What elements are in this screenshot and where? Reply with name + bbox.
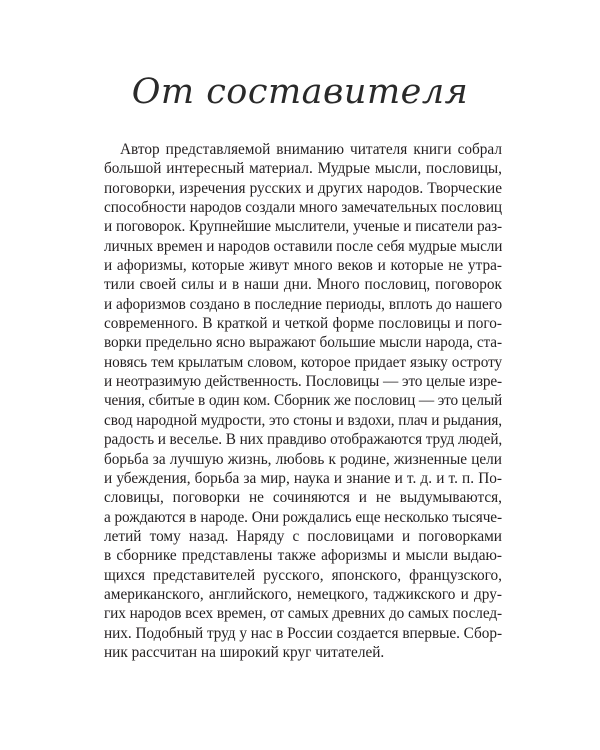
- text-line: поговорки, изречения русских и других народов. Творческие: [104, 179, 502, 197]
- text-line: тили своей силы и в наши дни. Много пословиц, поговорок: [104, 276, 502, 294]
- text-line: Автор представляемой вниманию читателя книги собрал: [120, 141, 502, 158]
- text-line: и поговорок. Крупнейшие мыслители, ученые и писатели раз-: [104, 218, 502, 236]
- text-line: летий тому назад. Наряду с пословицами и поговорками: [104, 527, 502, 545]
- page-title: От составителя: [131, 72, 469, 112]
- text-line: чения, сбитые в один ком. Сборник же пословиц — это целый: [104, 392, 502, 410]
- text-line: ворки предельно ясно выражают большие мысли народа, ста-: [104, 334, 502, 352]
- text-line: а рождаются в народе. Они рождались еще несколько тысяче-: [104, 508, 502, 526]
- text-line: борьба за лучшую жизнь, любовь к родине, жизненные цели: [104, 450, 502, 468]
- text-line: свод народной мудрости, это стоны и вздохи, плач и рыдания,: [104, 411, 502, 429]
- text-line: и афоризмы, которые живут много веков и которые не утра-: [104, 257, 502, 275]
- text-line: в сборнике представлены также афоризмы и мысли выдаю-: [104, 547, 502, 565]
- text-line: способности народов создали много замечательных пословиц: [104, 199, 502, 217]
- text-line: радость и веселье. В них правдиво отображаются труд людей,: [104, 431, 503, 449]
- text-line: и афоризмов создано в последние периоды, вплоть до нашего: [104, 295, 502, 313]
- text-line: и неотразимую действенность. Пословицы — это целые изре-: [104, 373, 502, 391]
- text-line: американского, английского, немецкого, таджикского и дру-: [104, 585, 502, 603]
- text-line: ник рассчитан на широкий круг читателей.: [104, 643, 385, 661]
- text-line: них. Подобный труд у нас в России создается впервые. Сбор-: [104, 624, 502, 642]
- text-line: личных времен и народов оставили после себя мудрые мысли: [104, 237, 503, 255]
- text-line: современного. В краткой и четкой форме пословицы и пого-: [104, 315, 502, 333]
- text-line: щихся представителей русского, японского, французского,: [104, 566, 502, 584]
- text-line: новясь тем крылатым словом, которое придает языку остроту: [104, 353, 502, 371]
- text-line: гих народов всех времен, от самых древних до самых послед-: [104, 605, 502, 623]
- preface-paragraph: [104, 140, 502, 662]
- text-line: словицы, поговорки не сочиняются и не выдумываются,: [104, 489, 502, 507]
- text-line: и убеждения, борьба за мир, наука и знание и т. д. и т. п. По-: [104, 469, 502, 487]
- text-line: большой интересный материал. Мудрые мысли, пословицы,: [104, 160, 502, 178]
